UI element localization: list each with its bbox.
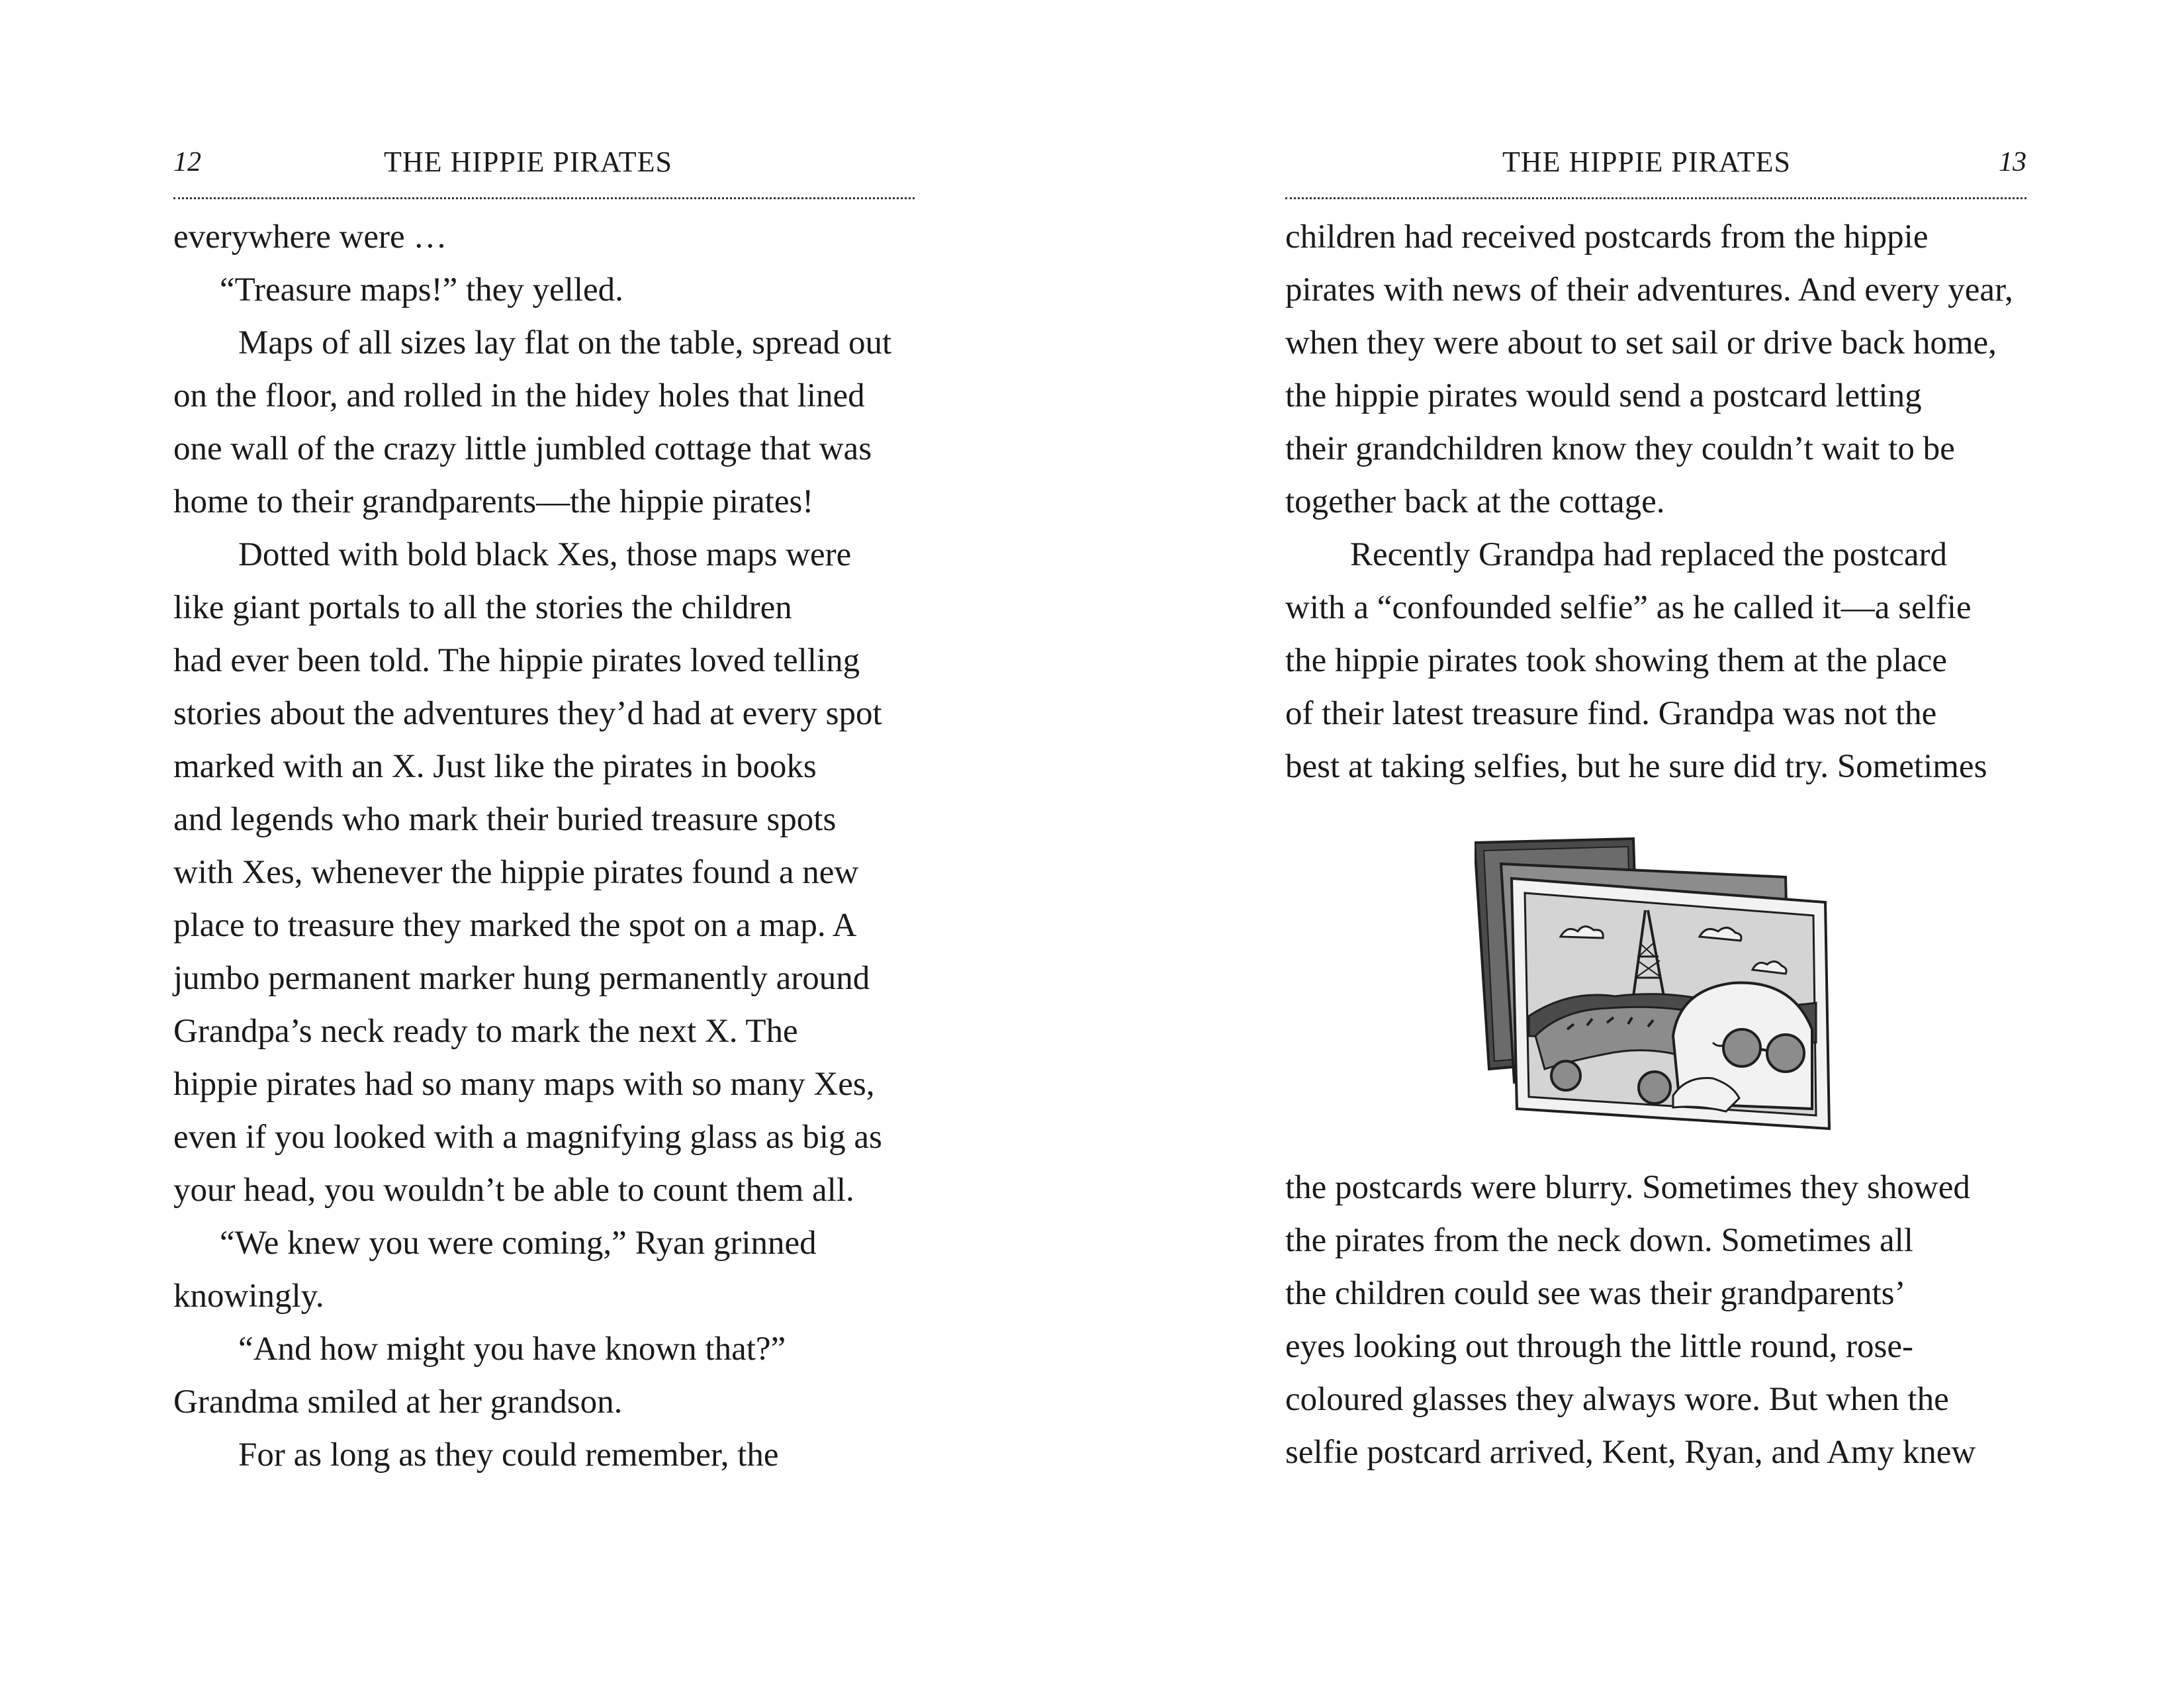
text-line: the hippie pirates took showing them at the place [1285,642,1947,679]
header-rule [173,197,915,199]
text-line: Recently Grandpa had replaced the postcard [1350,536,1948,573]
page-number: 13 [1999,147,2026,177]
text-line: “Treasure maps!” they yelled. [220,271,623,308]
text-line: had ever been told. The hippie pirates loved telling [173,642,860,679]
text-line: together back at the cottage. [1285,483,1665,520]
text-line: coloured glasses they always wore. But when the [1285,1381,1949,1418]
text-line: Maps of all sizes lay flat on the table, spread out [238,324,892,361]
text-line: Dotted with bold black Xes, those maps were [238,536,852,573]
text-line: stories about the adventures they’d had at every spot [173,695,882,732]
left-page-header [173,139,915,185]
right-page-body-top [1285,211,2026,793]
text-line: even if you looked with a magnifying glass as big as [173,1119,882,1156]
text-line: like giant portals to all the stories the children [173,589,792,626]
text-line: jumbo permanent marker hung permanently around [173,960,870,997]
text-line: marked with an X. Just like the pirates in books [173,748,817,785]
header-rule [1285,197,2026,199]
text-line: with a “confounded selfie” as he called it—a selfie [1285,589,1972,626]
text-line: their grandchildren know they couldn’t wait to be [1285,430,1955,467]
page-number: 12 [173,147,201,177]
text-line: home to their grandparents—the hippie pirates! [173,483,814,520]
text-line: place to treasure they marked the spot on a map. A [173,907,857,944]
text-line: the postcards were blurry. Sometimes they showed [1285,1169,1970,1206]
text-line: of their latest treasure find. Grandpa was not the [1285,695,1937,732]
text-line: For as long as they could remember, the [238,1436,779,1474]
text-line: hippie pirates had so many maps with so many Xes, [173,1066,875,1103]
text-line: Grandma smiled at her grandson. [173,1383,623,1421]
left-page [173,0,915,1688]
text-line: everywhere were … [173,218,447,256]
right-page-body-bottom [1285,1161,2026,1479]
text-line: with Xes, whenever the hippie pirates found a new [173,854,859,891]
text-line: pirates with news of their adventures. And every year, [1285,271,2013,308]
text-line: children had received postcards from the hippie [1285,218,1929,256]
text-line: selfie postcard arrived, Kent, Ryan, and Amy knew [1285,1434,1976,1471]
text-line: eyes looking out through the little round, rose- [1285,1328,1914,1365]
text-line: knowingly. [173,1278,324,1315]
text-line: when they were about to set sail or drive back home, [1285,324,1997,361]
running-head: THE HIPPIE PIRATES [1502,146,1792,178]
left-page-body [173,211,915,1481]
text-line: “We knew you were coming,” Ryan grinned [220,1225,817,1262]
text-line: Grandpa’s neck ready to mark the next X. The [173,1013,798,1050]
text-line: on the floor, and rolled in the hidey holes that lined [173,377,865,414]
text-line: the pirates from the neck down. Sometimes all [1285,1222,1913,1259]
text-line: best at taking selfies, but he sure did try. Sometimes [1285,748,1987,785]
text-line: “And how might you have known that?” [238,1331,786,1368]
text-line: the hippie pirates would send a postcard letting [1285,377,1922,414]
running-head: THE HIPPIE PIRATES [384,146,673,178]
text-line: the children could see was their grandparents’ [1285,1275,1906,1312]
right-page-header [1285,139,2026,185]
text-line: one wall of the crazy little jumbled cottage that was [173,430,872,467]
text-line: and legends who mark their buried treasure spots [173,801,837,838]
right-page [1285,0,2026,1688]
selfie-postcard-illustration [1475,837,1845,1135]
text-line: your head, you wouldn’t be able to count them all. [173,1172,854,1209]
